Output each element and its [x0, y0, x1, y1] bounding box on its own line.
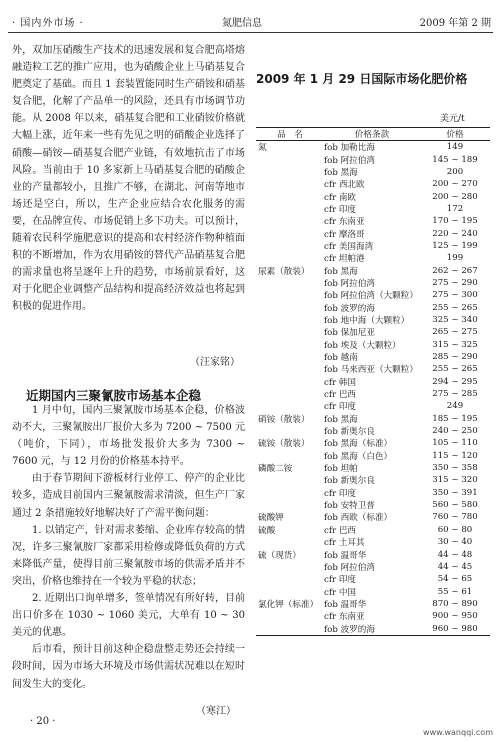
row-terms: cfr 坦帕港: [324, 254, 365, 265]
row-product: [256, 573, 324, 585]
table-row: [256, 622, 490, 635]
table-row: [256, 487, 490, 499]
article2-paragraph: 1 月中旬，国内三聚氰胺市场基本企稳，价格波动不大，三聚氰胺出厂报价大多为 7200 ~ 7500 元（吨价，下同），市场批发报价大多为 7300 ~ 7600 元，与 12 月份的价格基本持平。: [12, 405, 245, 468]
header-issue: 2009 年第 2 期: [419, 18, 491, 29]
header-rule: [8, 32, 493, 33]
row-terms: fob 温哥华: [324, 599, 367, 610]
row-product: [256, 363, 324, 375]
table-row: [256, 252, 490, 264]
row-terms: cfr 巴西: [324, 390, 357, 401]
row-product: 磷酸二铵: [258, 464, 293, 475]
row-product: [256, 153, 324, 165]
article1-paragraph: 外，双加压硝酸生产技术的迅速发展和复合肥高塔熔融造粒工艺的推广应用，也为硝酸企业上马硝基复合肥奠定了基础。而且 1 套装置能同时生产硝铵和硝基复合肥，化解了产品单一的风险，还具有市场调节功能。从 2008 年以来，硝基复合肥和工业硝铵价格就大幅上涨，近年来一些有先见之明的硝酸企业选择了硝酸—硝铵—硝基复合肥产业链，有效地抗击了市场风险。当前由于 10 多家新上马硝基复合肥的硝酸企业的产量都较小，且推广不够，在湖北、河南等地市场还是空白，所以，生产企业应结合农化服务的需要，在品牌宣传、市场促销上多下功夫。可以预计，随着农民科学施肥意识的提高和农村经济作物种植面积的不断增加，作为农用硝铵的替代产品硝基复合肥的需求量也将呈逐年上升的趋势，市场前景看好，这对于化肥企业调整产品结构和提高经济效益也将起到积极的促进作用。: [12, 45, 245, 313]
table-row: [256, 388, 490, 400]
table-row: [256, 413, 490, 425]
row-price: 275 ~ 300: [432, 290, 478, 301]
row-terms: fob 黑海: [324, 266, 358, 277]
article2-title: 近期国内三聚氰胺市场基本企稳: [26, 388, 202, 403]
article2-author: （寒江）: [196, 706, 236, 717]
row-price: 265 ~ 275: [432, 327, 478, 338]
row-price: 172: [446, 203, 464, 214]
row-price: 105 ~ 110: [432, 438, 478, 449]
row-price: 560 ~ 580: [432, 500, 478, 511]
row-price: 200 ~ 270: [432, 179, 478, 190]
article2-paragraph: 后市看，预计目前这种企稳盘整走势还会持续一段时间，因为市场大环境及市场供需状况难以在短时间发生大的变化。: [12, 644, 245, 690]
row-price: 294 ~ 295: [432, 376, 478, 387]
table-row: [256, 610, 490, 622]
row-product: 氯化钾（标准）: [258, 599, 319, 610]
table-row: [256, 425, 490, 437]
row-product: [256, 326, 324, 338]
row-product: [256, 610, 324, 622]
row-product: 硝铵（散装）: [258, 414, 310, 425]
header-journal: 氮肥信息: [222, 18, 262, 29]
row-terms: fob 黑海: [324, 167, 358, 178]
row-price: 960 ~ 980: [420, 622, 490, 635]
row-price: 199: [446, 253, 464, 264]
row-product: [256, 178, 324, 190]
table-row: [256, 437, 490, 449]
price-table: [256, 127, 490, 636]
table-row: [256, 240, 490, 252]
row-product: 硫铵（散装）: [258, 439, 310, 450]
table-row: [256, 499, 490, 511]
row-product: [256, 561, 324, 573]
row-terms: fob 加勒比海: [324, 143, 375, 154]
row-product: [256, 450, 324, 462]
row-terms: fob 新奥尔良: [324, 476, 375, 487]
table-row: [256, 227, 490, 239]
row-price: 315 ~ 325: [432, 339, 478, 350]
row-product: [256, 215, 324, 227]
row-price: 262 ~ 267: [432, 265, 478, 276]
row-price: 30 ~ 40: [437, 537, 473, 548]
row-terms: fob 马来西亚（大颗粒）: [324, 365, 418, 376]
row-terms: fob 安特卫普: [324, 501, 375, 512]
row-price: 44 ~ 48: [437, 549, 473, 560]
table-row: [256, 203, 490, 215]
table-row: [256, 462, 490, 474]
table-row: [256, 363, 490, 375]
row-price: 275 ~ 290: [432, 277, 478, 288]
table-row: [256, 585, 490, 597]
row-terms: cfr 东南亚: [324, 612, 365, 623]
table-row: [256, 289, 490, 301]
row-terms: fob 波罗的海: [324, 303, 375, 314]
row-price: 350 ~ 358: [432, 463, 478, 474]
table-row: [256, 166, 490, 178]
row-price: 900 ~ 950: [432, 611, 478, 622]
table-row: [256, 277, 490, 289]
row-price: 60 ~ 80: [437, 524, 473, 535]
row-price: 255 ~ 265: [432, 364, 478, 375]
row-product: [256, 301, 324, 313]
row-product: [256, 240, 324, 252]
row-terms: fob 黑海: [324, 414, 358, 425]
row-terms: cfr 西北欧: [324, 180, 365, 191]
row-price: 220 ~ 240: [432, 228, 478, 239]
row-price: 54 ~ 65: [437, 574, 473, 585]
row-terms: fob 阿拉伯湾（大颗粒）: [324, 291, 418, 302]
row-terms: fob 黑海（白色）: [324, 451, 393, 462]
watermark: www.wanqqi.com: [423, 728, 493, 737]
table-row: [256, 536, 490, 548]
table-row: [256, 301, 490, 313]
row-price: 125 ~ 199: [432, 240, 478, 251]
table-row: [256, 141, 490, 154]
row-price: 149: [446, 142, 464, 153]
row-product: [256, 585, 324, 597]
row-terms: cfr 美国海湾: [324, 241, 374, 252]
row-terms: cfr 东南亚: [324, 217, 365, 228]
header-terms: 价格条款: [324, 128, 420, 141]
row-product: [256, 314, 324, 326]
table-row: [256, 351, 490, 363]
row-terms: fob 地中海（大颗粒）: [324, 315, 410, 326]
row-product: [256, 536, 324, 548]
table-row: [256, 450, 490, 462]
row-price: 275 ~ 285: [432, 389, 478, 400]
article2-paragraph: 1. 以销定产，针对需求萎缩、企业库存较高的情况，许多三聚氰胺厂家都采用检修或降低负荷的方式来降低产量，使得目前三聚氰胺市场的供需矛盾并不突出，价格也维持在一个较为平稳的状态；: [12, 524, 245, 587]
article2-paragraph: 由于春节期间下游板材行业停工、停产的企业比较多，造成目前国内三聚氰胺需求清淡，但生产厂家通过 2 条措施较好地解决好了产需平衡问题：: [12, 473, 245, 519]
row-product: [256, 203, 324, 215]
row-price: 255 ~ 265: [432, 302, 478, 313]
row-terms: fob 新奥尔良: [324, 427, 375, 438]
table-row: [256, 314, 490, 326]
table-row: [256, 524, 490, 536]
price-unit: 美元/t: [440, 114, 465, 124]
row-product: [256, 622, 324, 635]
row-terms: fob 埃及（大颗粒）: [324, 340, 401, 351]
row-terms: fob 温哥华: [324, 550, 367, 561]
row-terms: fob 波罗的海: [324, 622, 420, 635]
table-row: [256, 339, 490, 351]
row-product: [256, 190, 324, 202]
header-product: 品 名: [256, 128, 324, 141]
row-product: [256, 487, 324, 499]
row-product: [256, 388, 324, 400]
row-product: [256, 425, 324, 437]
row-product: [256, 277, 324, 289]
row-price: 145 ~ 189: [432, 154, 478, 165]
row-price: 240 ~ 250: [432, 426, 478, 437]
table-row: [256, 264, 490, 276]
price-table-title: 2009 年 1 月 29 日国际市场化肥价格: [256, 72, 468, 86]
row-terms: fob 保加尼亚: [324, 328, 375, 339]
row-product: [256, 252, 324, 264]
row-product: 硫酸: [258, 525, 276, 536]
row-price: 350 ~ 391: [432, 487, 478, 498]
table-row: [256, 190, 490, 202]
row-price: 44 ~ 45: [437, 561, 473, 572]
table-row: [256, 474, 490, 486]
article2-paragraph: 2. 近期出口询单增多，签单情况有所好转，目前出口价多在 1030 ~ 1060 美元，大单有 10 ~ 30 美元的优惠。: [12, 593, 245, 639]
row-terms: cfr 摩洛哥: [324, 229, 365, 240]
row-price: 315 ~ 320: [432, 475, 478, 486]
row-terms: fob 坦帕: [324, 464, 358, 475]
page-header: [0, 0, 501, 34]
row-terms: cfr 韩国: [324, 377, 357, 388]
table-row: [256, 511, 490, 523]
row-terms: cfr 巴西: [324, 525, 357, 536]
row-product: [256, 339, 324, 351]
article2-body: [12, 402, 245, 693]
row-product: [256, 499, 324, 511]
row-terms: fob 黑海（标准）: [324, 439, 393, 450]
table-row: [256, 153, 490, 165]
table-row: [256, 561, 490, 573]
table-row: [256, 178, 490, 190]
row-product: 硫（现货）: [258, 550, 301, 561]
row-price: 249: [446, 401, 464, 412]
row-product: [256, 376, 324, 388]
row-price: 170 ~ 195: [432, 216, 478, 227]
table-row: [256, 215, 490, 227]
table-row: [256, 326, 490, 338]
row-price: 760 ~ 780: [432, 512, 478, 523]
table-row: [256, 548, 490, 560]
row-price: 285 ~ 290: [432, 352, 478, 363]
row-terms: fob 越南: [324, 353, 358, 364]
row-price: 115 ~ 120: [432, 450, 478, 461]
row-product: [256, 227, 324, 239]
table-header-row: [256, 128, 490, 141]
table-row: [256, 376, 490, 388]
row-price: 200 ~ 280: [432, 191, 478, 202]
row-terms: cfr 印度: [324, 204, 357, 215]
row-terms: cfr 土耳其: [324, 538, 365, 549]
row-terms: cfr 中国: [324, 587, 357, 598]
row-product: 尿素（散装）: [258, 266, 310, 277]
table-row: [256, 400, 490, 412]
row-price: 185 ~ 195: [432, 413, 478, 424]
row-terms: cfr 印度: [324, 488, 357, 499]
row-product: [256, 474, 324, 486]
table-row: [256, 573, 490, 585]
row-product: 氮: [258, 143, 267, 154]
left-column: [12, 42, 245, 316]
table-row: [256, 598, 490, 610]
row-terms: cfr 印度: [324, 402, 357, 413]
row-terms: fob 西欧（标准）: [324, 513, 393, 524]
table-body: [256, 141, 490, 636]
row-product: [256, 351, 324, 363]
header-section: · 国内外市场 ·: [12, 18, 84, 29]
row-terms: fob 阿拉伯湾: [324, 155, 375, 166]
page-number: · 20 ·: [30, 716, 56, 727]
row-terms: cfr 南欧: [324, 192, 357, 203]
row-price: 325 ~ 340: [432, 314, 478, 325]
row-product: [256, 400, 324, 412]
row-price: 200: [446, 166, 464, 177]
row-terms: fob 阿拉伯湾: [324, 278, 375, 289]
row-price: 870 ~ 890: [432, 598, 478, 609]
header-price: 价格: [420, 128, 490, 141]
row-terms: cfr 印度: [324, 575, 357, 586]
row-product: [256, 289, 324, 301]
row-price: 55 ~ 61: [437, 586, 473, 597]
article1-author: （汪家铭）: [190, 357, 240, 368]
row-product: 硫酸钾: [258, 513, 284, 524]
row-terms: fob 阿拉伯湾: [324, 562, 375, 573]
row-product: [256, 166, 324, 178]
